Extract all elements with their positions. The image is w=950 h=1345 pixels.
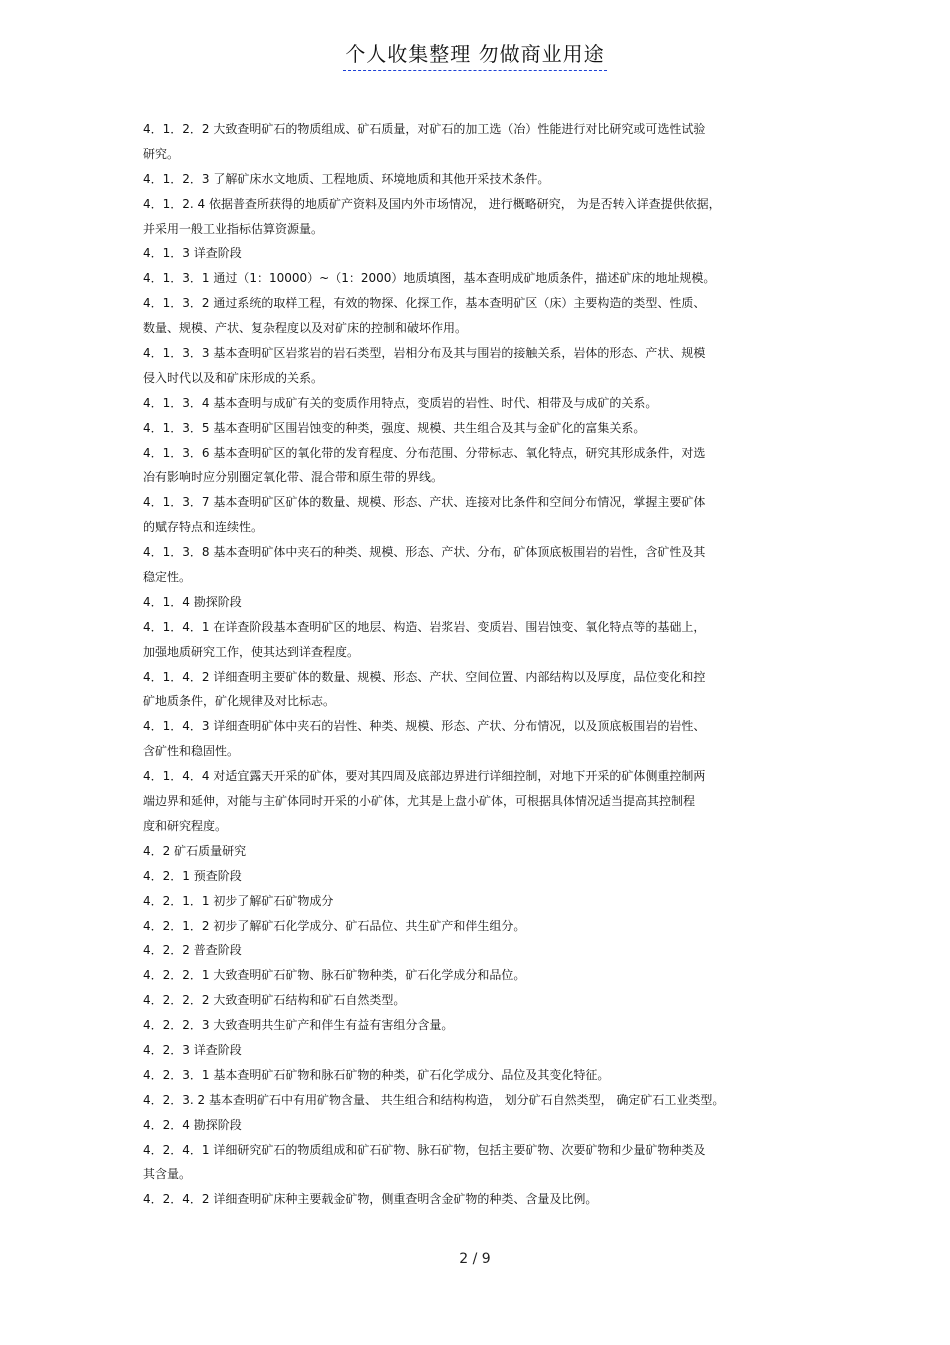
text-line: 稳定性。 <box>143 570 192 585</box>
text-line: 4．2．3．1 基本查明矿石矿物和脉石矿物的种类，矿石化学成分、品位及其变化特征。 <box>143 1067 610 1082</box>
text-line: 4．1．3 详查阶段 <box>143 246 242 261</box>
text-line: 端边界和延伸，对能与主矿体同时开采的小矿体，尤其是上盘小矿体，可根据具体情况适当提高其控制程 <box>143 794 696 809</box>
text-line: 4．1．3．4 基本查明与成矿有关的变质作用特点，变质岩的岩性、时代、相带及与成矿的关系。 <box>143 395 658 410</box>
text-line: 4．1．4．1 在详查阶段基本查明矿区的地层、构造、岩浆岩、变质岩、围岩蚀变、氧化特点等的基础上， <box>143 619 706 634</box>
text-line: 并采用一般工业指标估算资源量。 <box>143 221 324 236</box>
text-line: 4．2．4．2 详细查明矿床种主要载金矿物，侧重查明含金矿物的种类、含量及比例。 <box>143 1192 598 1207</box>
text-line: 4．1．3．2 通过系统的取样工程，有效的物探、化探工作，基本查明矿区（床）主要构造的类型、性质、 <box>143 296 706 311</box>
text-line: 加强地质研究工作，使其达到详查程度。 <box>143 644 360 659</box>
text-line: 4．1．4．4 对适宜露天开采的矿体，要对其四周及底部边界进行详细控制，对地下开采的矿体侧重控制两 <box>143 769 706 784</box>
text-line: 4．1．3．3 基本查明矿区岩浆岩的岩石类型，岩相分布及其与围岩的接触关系，岩体的形态、产状、规模 <box>143 346 706 361</box>
text-line: 4．2．1．2 初步了解矿石化学成分、矿石品位、共生矿产和伴生组分。 <box>143 918 526 933</box>
text-line: 的赋存特点和连续性。 <box>143 520 264 535</box>
text-line: 4．1．3．1 通过（1：10000）~（1：2000）地质填图，基本查明成矿地质条件，描述矿床的地址规模。 <box>143 271 716 286</box>
text-line: 4．2 矿石质量研究 <box>143 843 247 858</box>
text-line: 4．1．3．7 基本查明矿区矿体的数量、规模、形态、产状、连接对比条件和空间分布情况，掌握主要矿体 <box>143 495 706 510</box>
text-line: 4．2．1．1 初步了解矿石矿物成分 <box>143 893 334 908</box>
text-line: 4．1．2．3 了解矿床水文地质、工程地质、环境地质和其他开采技术条件。 <box>143 171 550 186</box>
text-line: 4．1．4．3 详细查明矿体中夹石的岩性、种类、规模、形态、产状、分布情况，以及顶底板围岩的岩性、 <box>143 719 706 734</box>
document-body <box>143 117 803 1212</box>
text-line: 4．1．3．5 基本查明矿区围岩蚀变的种类，强度、规模、共生组合及其与金矿化的富集关系。 <box>143 420 646 435</box>
text-line: 侵入时代以及和矿床形成的关系。 <box>143 370 324 385</box>
text-line: 矿地质条件，矿化规律及对比标志。 <box>143 694 336 709</box>
text-line: 冶有影响时应分别圈定氧化带、混合带和原生带的界线。 <box>143 470 444 485</box>
text-line: 4．2．1 预查阶段 <box>143 868 242 883</box>
text-line: 4．1．4．2 详细查明主要矿体的数量、规模、形态、产状、空间位置、内部结构以及厚度，品位变化和控 <box>143 669 706 684</box>
text-line: 数量、规模、产状、复杂程度以及对矿床的控制和破坏作用。 <box>143 321 468 336</box>
text-line: 4．1．2．2 大致查明矿石的物质组成、矿石质量，对矿石的加工选（冶）性能进行对比研究或可选性试验 <box>143 122 706 136</box>
text-line: 4．2．3. 2 基本查明矿石中有用矿物含量、 共生组合和结构构造， 划分矿石自然类型， 确定矿石工业类型。 <box>143 1092 725 1107</box>
text-line: 4．1．3．6 基本查明矿区的氧化带的发育程度、分布范围、分带标志、氧化特点，研究其形成条件，对选 <box>143 445 706 460</box>
text-line: 4．1．4 勘探阶段 <box>143 594 242 609</box>
text-line: 4．2．4．1 详细研究矿石的物质组成和矿石矿物、脉石矿物，包括主要矿物、次要矿物和少量矿物种类及 <box>143 1142 706 1157</box>
text-line: 4．2．2．3 大致查明共生矿产和伴生有益有害组分含量。 <box>143 1018 454 1033</box>
text-line: 4．2．3 详查阶段 <box>143 1042 242 1057</box>
text-line: 研究。 <box>143 146 180 161</box>
text-line: 含矿性和稳固性。 <box>143 744 240 759</box>
page-header <box>0 38 950 71</box>
text-line: 4．2．4 勘探阶段 <box>143 1117 242 1132</box>
text-line: 4．2．2．1 大致查明矿石矿物、脉石矿物种类，矿石化学成分和品位。 <box>143 968 526 983</box>
text-line: 度和研究程度。 <box>143 818 228 833</box>
text-line: 其含量。 <box>143 1167 192 1182</box>
header-title: 个人收集整理 勿做商业用途 <box>343 38 606 71</box>
text-line: 4．2．2 普查阶段 <box>143 943 242 958</box>
text-line: 4．1．3．8 基本查明矿体中夹石的种类、规模、形态、产状、分布，矿体顶底板围岩的岩性，含矿性及其 <box>143 545 706 560</box>
text-line: 4．1．2. 4 依据普查所获得的地质矿产资料及国内外市场情况， 进行概略研究， 为是否转入详查提供依据， <box>143 196 721 211</box>
text-line: 4．2．2．2 大致查明矿石结构和矿石自然类型。 <box>143 993 406 1008</box>
page-number: 2 / 9 <box>459 1251 491 1267</box>
